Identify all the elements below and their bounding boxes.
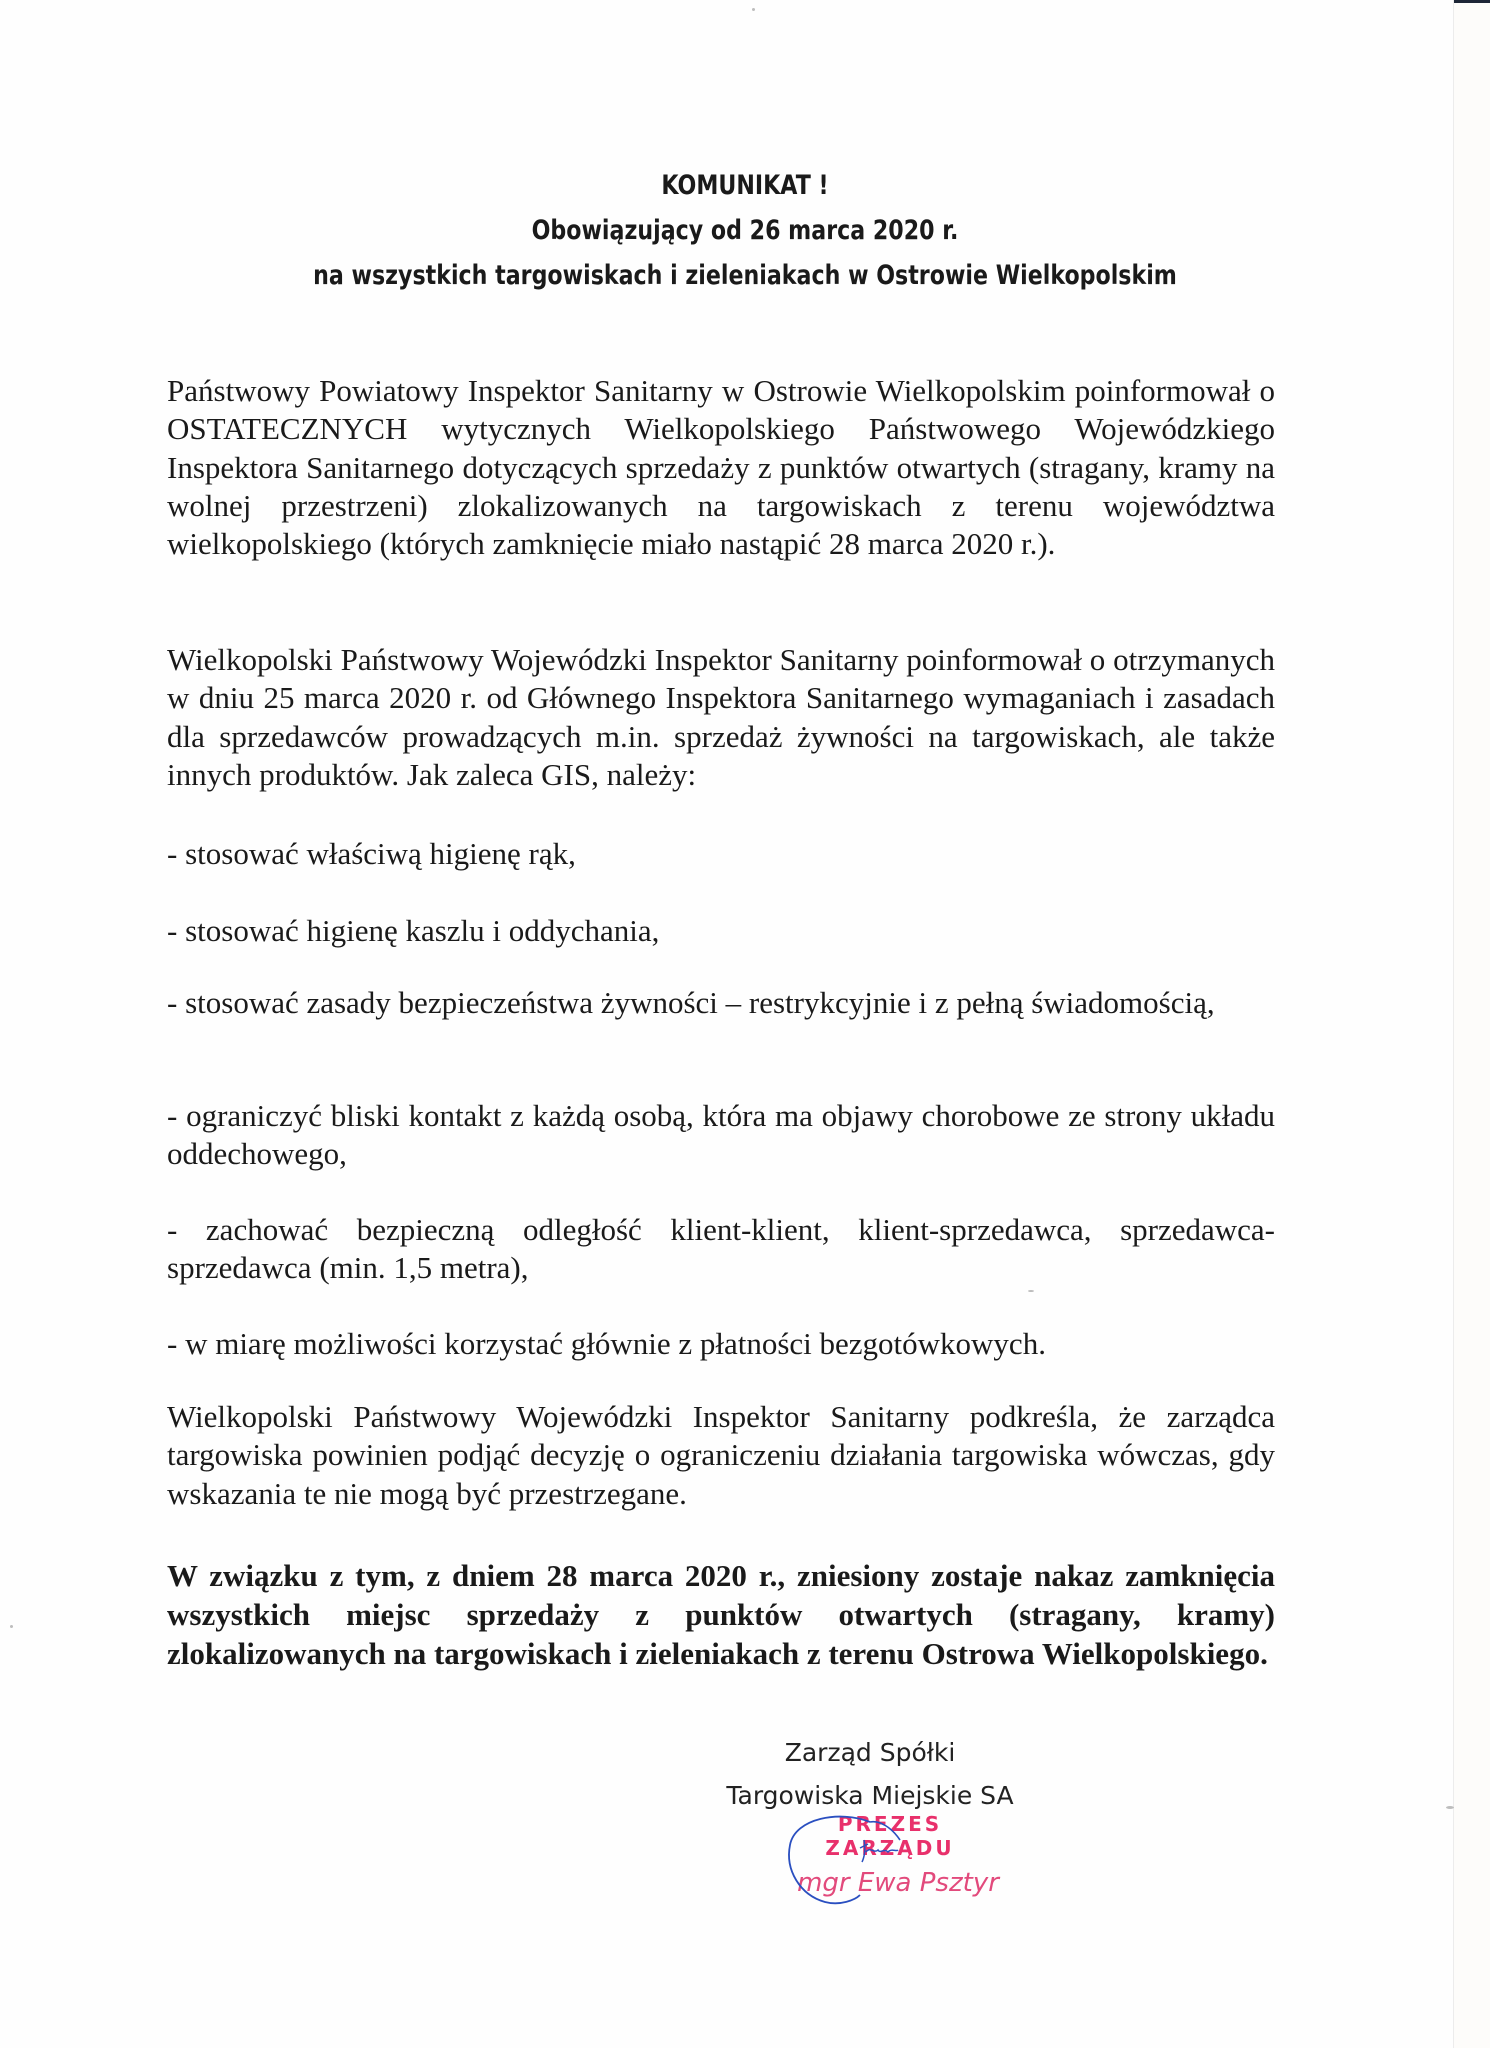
signature-board-label: Zarząd Spółki bbox=[784, 1738, 956, 1767]
document-title: KOMUNIKAT ! bbox=[661, 170, 829, 201]
scan-speck bbox=[1446, 1806, 1454, 1809]
bullet-safe-distance: - zachować bezpieczną odległość klient-klient, klient-sprzedawca, sprzedawca-sprzedawca (min. 1,5 metra), bbox=[167, 1212, 1275, 1286]
scan-speck bbox=[10, 1625, 13, 1628]
bullet-cough-hygiene: - stosować higienę kaszlu i oddychania, bbox=[167, 913, 660, 948]
signature-loop bbox=[789, 1817, 870, 1904]
scan-speck bbox=[752, 8, 755, 11]
paragraph-sanitary-inspector: Państwowy Powiatowy Inspektor Sanitarny w Ostrowie Wielkopolskim poinformował o OSTATECZNYCH wytycznych Wielkopolskiego Państwowego Wojewódzkiego Inspektora Sanitarnego dotyczących sprzedaży z punktów otwartych (stragany, kramy na wolnej przestrzeni) zlokalizowanych na targowiskach z terenu województwa wielkopolskiego (których zamknięcie miało nastąpić 28 marca 2020 r.). bbox=[167, 373, 1275, 562]
scan-speck bbox=[1028, 1290, 1034, 1292]
scan-edge bbox=[1453, 0, 1490, 2048]
bullet-food-safety: - stosować zasady bezpieczeństwa żywności – restrykcyjnie i z pełną świadomością, bbox=[167, 985, 1215, 1020]
effective-date: Obowiązujący od 26 marca 2020 r. bbox=[531, 215, 959, 246]
paragraph-market-manager: Wielkopolski Państwowy Wojewódzki Inspektor Sanitarny podkreśla, że zarządca targowiska powinien podjąć decyzję o ograniczeniu działania targowiska wówczas, gdy wskazania te nie mogą być przestrzegane. bbox=[167, 1399, 1275, 1511]
bullet-limit-contact: - ograniczyć bliski kontakt z każdą osobą, która ma objawy chorobowe ze strony układu oddechowego, bbox=[167, 1098, 1275, 1172]
signature-tail bbox=[870, 1822, 900, 1840]
stamp-title: PREZES ZARZĄDU bbox=[825, 1812, 955, 1860]
bullet-hand-hygiene: - stosować właściwą higienę rąk, bbox=[167, 836, 576, 871]
handwritten-signature bbox=[770, 1810, 970, 1910]
signature-company-name: Targowiska Miejskie SA bbox=[726, 1781, 1014, 1810]
signature-initials bbox=[860, 1840, 898, 1862]
scan-corner-mark bbox=[1454, 0, 1490, 3]
bullet-cashless-payments: - w miarę możliwości korzystać głównie z płatności bezgotówkowych. bbox=[167, 1326, 1046, 1361]
paragraph-conclusion: W związku z tym, z dniem 28 marca 2020 r., zniesiony zostaje nakaz zamknięcia wszystkich miejsc sprzedaży z punktów otwartych (stragany, kramy) zlokalizowanych na targowiskach i zieleniakach z terenu Ostrowa Wielkopolskiego. bbox=[167, 1558, 1275, 1671]
paragraph-gis-requirements: Wielkopolski Państwowy Wojewódzki Inspektor Sanitarny poinformował o otrzymanych w dniu 25 marca 2020 r. od Głównego Inspektora Sanitarnego wymaganiach i zasadach dla sprzedawców prowadzących m.in. sprzedaż żywności na targowiskach, ale także innych produktów. Jak zaleca GIS, należy: bbox=[167, 642, 1275, 792]
document-scope: na wszystkich targowiskach i zieleniakach w Ostrowie Wielkopolskim bbox=[313, 260, 1177, 291]
stamp-name: mgr Ewa Psztyr bbox=[797, 1868, 999, 1898]
